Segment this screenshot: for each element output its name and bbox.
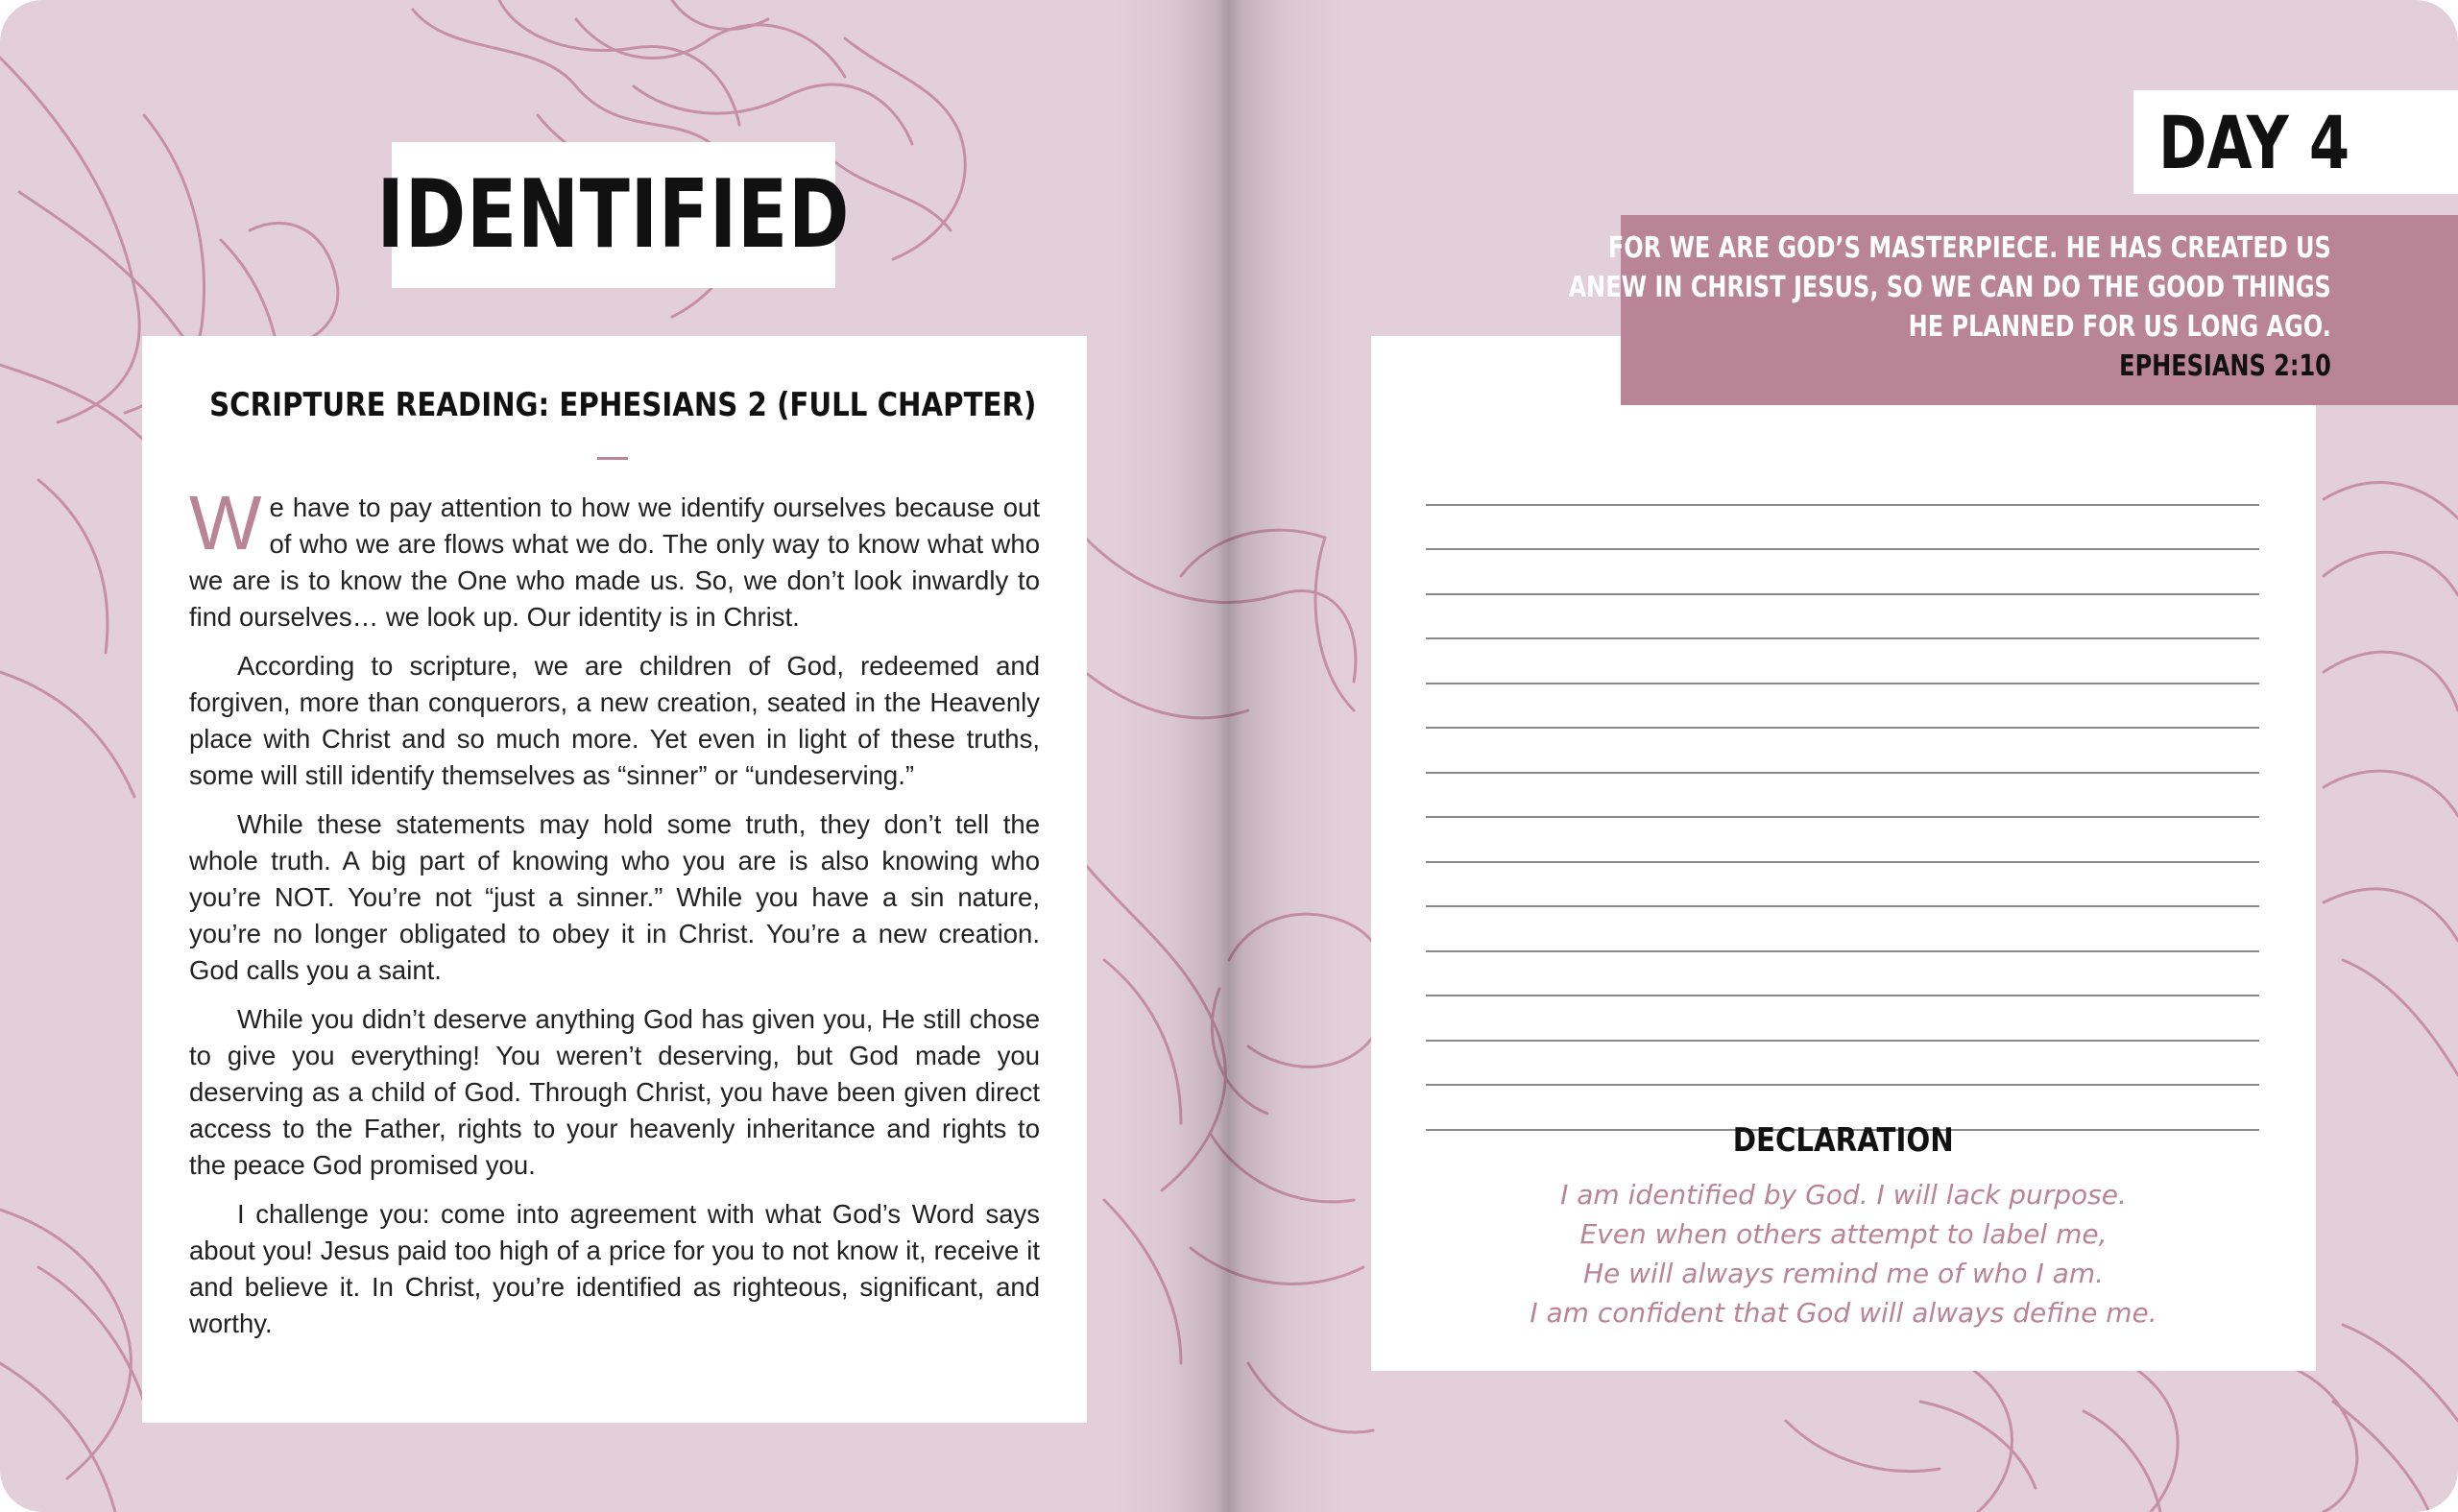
paragraph: I challenge you: come into agreement with what God’s Word says about you! Jesus paid too high of a price for you to not know it, receive it and believe it. In Christ, you’re identified as righteous, significant, and worthy. [189,1199,1040,1338]
journal-line[interactable] [1426,952,2259,997]
declaration-line: I am identified by God. I will lack purpose. [1560,1179,2127,1211]
verse-text [1569,228,2331,347]
journal-line[interactable] [1426,818,2259,863]
journal-line[interactable] [1426,595,2259,640]
page-title: IDENTIFIED [376,160,851,270]
journal-line[interactable] [1426,639,2259,684]
book-gutter-shadow [1114,0,1344,1512]
day-label: DAY 4 [2158,100,2350,185]
verse-reference: EPHESIANS 2:10 [2119,349,2331,383]
paragraph: While these statements may hold some truth, they don’t tell the whole truth. A big part of knowing who you are is also knowing who you’re NOT. You’re not “just a sinner.” While you have a sin nature, you’re no longer obligated to obey it in Christ. You’re a new creation. God calls you a saint. [189,809,1040,985]
journal-line[interactable] [1426,863,2259,908]
paragraph: While you didn’t deserve anything God has given you, He still chose to give you everything! You weren’t deserving, but God made you deserving as a child of God. Through Christ, you have been given direct access to the Father, rights to your heavenly inheritance and rights to the peace God promised you. [189,1004,1040,1180]
verse-banner [1568,215,2458,405]
paragraph: We have to pay attention to how we identify ourselves because out of who we are flows what we do. The only way to know what who we are is to know the One who made us. So, we don’t look inwardly to find ourselves… we look up. Our identity is in Christ. [189,480,1040,632]
day-label-box [2133,90,2458,194]
devotional-body [189,480,1040,1355]
declaration-text [1371,1175,2316,1332]
declaration-line: He will always remind me of who I am. [1582,1258,2105,1289]
journal-lines[interactable] [1426,461,2259,1131]
journal-line[interactable] [1426,461,2259,506]
scripture-reading-heading: SCRIPTURE READING: EPHESIANS 2 (FULL CHAPTER) [209,386,1037,424]
paragraph: According to scripture, we are children of God, redeemed and forgiven, more than conquerors, a new creation, seated in the Heavenly place with Christ and so much more. Yet even in light of these truths, some will still identify themselves as “sinner” or “undeserving.” [189,651,1040,790]
verse-line: ANEW IN CHRIST JESUS, SO WE CAN DO THE GOOD THINGS [1568,271,2331,304]
declaration-heading: DECLARATION [1733,1121,1954,1160]
journal-line[interactable] [1426,506,2259,551]
heading-divider [597,457,628,460]
verse-line: FOR WE ARE GOD’S MASTERPIECE. HE HAS CREATED US [1608,231,2331,265]
journal-line[interactable] [1426,684,2259,730]
page-title-box [376,142,851,288]
declaration-line: Even when others attempt to label me, [1579,1218,2108,1250]
verse-line: HE PLANNED FOR US LONG AGO. [1908,310,2331,344]
drop-cap: W [189,480,262,565]
journal-line[interactable] [1426,996,2259,1042]
declaration-line: I am confident that God will always define me. [1530,1297,2157,1329]
journal-line[interactable] [1426,1042,2259,1087]
journal-line[interactable] [1426,907,2259,952]
journal-line[interactable] [1426,774,2259,819]
journal-line[interactable] [1426,729,2259,774]
journal-line[interactable] [1426,550,2259,595]
